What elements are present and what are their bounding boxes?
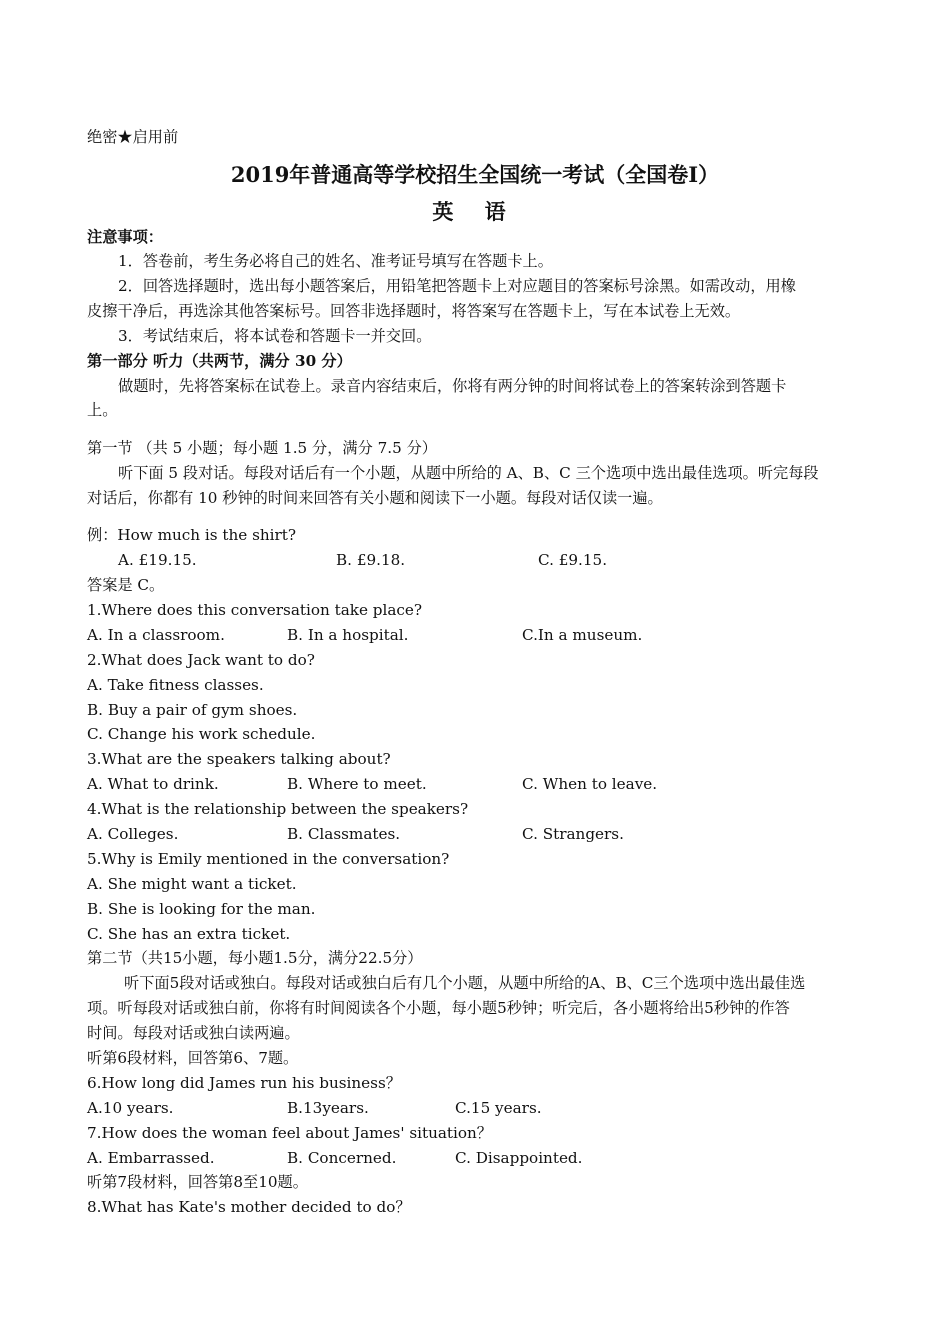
question-6: 6.How long did James run his business？ [87, 1074, 401, 1092]
question-3-option-b: B. Where to meet. [287, 775, 427, 793]
question-1-option-a: A. In a classroom. [87, 626, 225, 644]
question-3: 3.What are the speakers talking about? [87, 750, 391, 768]
section2-heading: 第二节（共15小题，每小题1.5分，满分22.5分） [87, 949, 423, 967]
question-7: 7.How does the woman feel about James' situation？ [87, 1124, 492, 1142]
question-6-option-b: B.13years. [287, 1099, 369, 1117]
section2-intro-line-1: 听下面5段对话或独白。每段对话或独白后有几个小题，从题中所给的A、B、C三个选项中选出最佳选 [124, 974, 806, 992]
section2-intro-line-3: 时间。每段对话或独白读两遍。 [87, 1024, 300, 1042]
question-7-option-b: B. Concerned. [287, 1149, 397, 1167]
notice-item-3: 3．考试结束后，将本试卷和答题卡一并交回。 [118, 327, 432, 345]
example-answer: 答案是 C。 [87, 576, 165, 594]
question-2: 2.What does Jack want to do? [87, 651, 315, 669]
question-4: 4.What is the relationship between the speakers? [87, 800, 469, 818]
section1-heading: 第一节 （共 5 小题；每小题 1.5 分，满分 7.5 分） [87, 439, 437, 457]
question-1: 1.Where does this conversation take place? [87, 601, 423, 619]
question-3-option-c: C. When to leave. [522, 775, 658, 793]
confidential-label: 绝密★启用前 [87, 128, 179, 146]
notice-heading: 注意事项： [87, 228, 163, 246]
material-7-instruction: 听第7段材料，回答第8至10题。 [87, 1173, 308, 1191]
question-1-option-c: C.In a museum. [522, 626, 643, 644]
material-6-instruction: 听第6段材料，回答第6、7题。 [87, 1049, 299, 1067]
example-option-c: C. £9.15. [538, 551, 608, 569]
question-4-option-b: B. Classmates. [287, 825, 401, 843]
question-5-option-b: B. She is looking for the man. [87, 900, 316, 918]
section1-intro-line-1: 听下面 5 段对话。每段对话后有一个小题，从题中所给的 A、B、C 三个选项中选出最佳选项。听完每段 [118, 464, 819, 482]
question-7-option-c: C. Disappointed. [455, 1149, 583, 1167]
question-6-option-a: A.10 years. [87, 1099, 174, 1117]
question-6-option-c: C.15 years. [455, 1099, 542, 1117]
question-2-option-a: A. Take fitness classes. [87, 676, 264, 694]
question-2-option-b: B. Buy a pair of gym shoes. [87, 701, 298, 719]
question-4-option-c: C. Strangers. [522, 825, 624, 843]
exam-title: 2019年普通高等学校招生全国统一考试（全国卷Ⅰ） [230, 162, 720, 187]
question-3-option-a: A. What to drink. [87, 775, 219, 793]
example-option-a: A. £19.15. [118, 551, 197, 569]
question-5-option-a: A. She might want a ticket. [87, 875, 297, 893]
notice-item-1: 1．答卷前，考生务必将自己的姓名、准考证号填写在答题卡上。 [118, 252, 553, 270]
question-1-option-b: B. In a hospital. [287, 626, 409, 644]
part1-intro-line-2: 上。 [87, 401, 118, 419]
section1-intro-line-2: 对话后，你都有 10 秒钟的时间来回答有关小题和阅读下一小题。每段对话仅读一遍。 [87, 489, 663, 507]
question-7-option-a: A. Embarrassed. [87, 1149, 215, 1167]
section2-intro-line-2: 项。听每段对话或独白前，你将有时间阅读各个小题，每小题5秒钟；听完后，各小题将给出5秒钟的作答 [87, 999, 790, 1017]
example-question: 例：How much is the shirt? [87, 526, 297, 544]
notice-item-2-line-1: 2．回答选择题时，选出每小题答案后，用铅笔把答题卡上对应题目的答案标号涂黑。如需改动，用橡 [118, 277, 796, 295]
notice-item-2-line-2: 皮擦干净后，再选涂其他答案标号。回答非选择题时，将答案写在答题卡上，写在本试卷上无效。 [87, 302, 741, 320]
question-8: 8.What has Kate's mother decided to do？ [87, 1198, 411, 1216]
part1-heading: 第一部分 听力（共两节，满分 30 分） [87, 352, 352, 370]
part1-intro-line-1: 做题时，先将答案标在试卷上。录音内容结束后，你将有两分钟的时间将试卷上的答案转涂到答题卡 [118, 377, 787, 395]
question-5-option-c: C. She has an extra ticket. [87, 925, 291, 943]
subject-title: 英 语 [432, 199, 518, 224]
question-4-option-a: A. Colleges. [87, 825, 179, 843]
example-option-b: B. £9.18. [336, 551, 406, 569]
question-5: 5.Why is Emily mentioned in the conversation? [87, 850, 450, 868]
question-2-option-c: C. Change his work schedule. [87, 725, 316, 743]
